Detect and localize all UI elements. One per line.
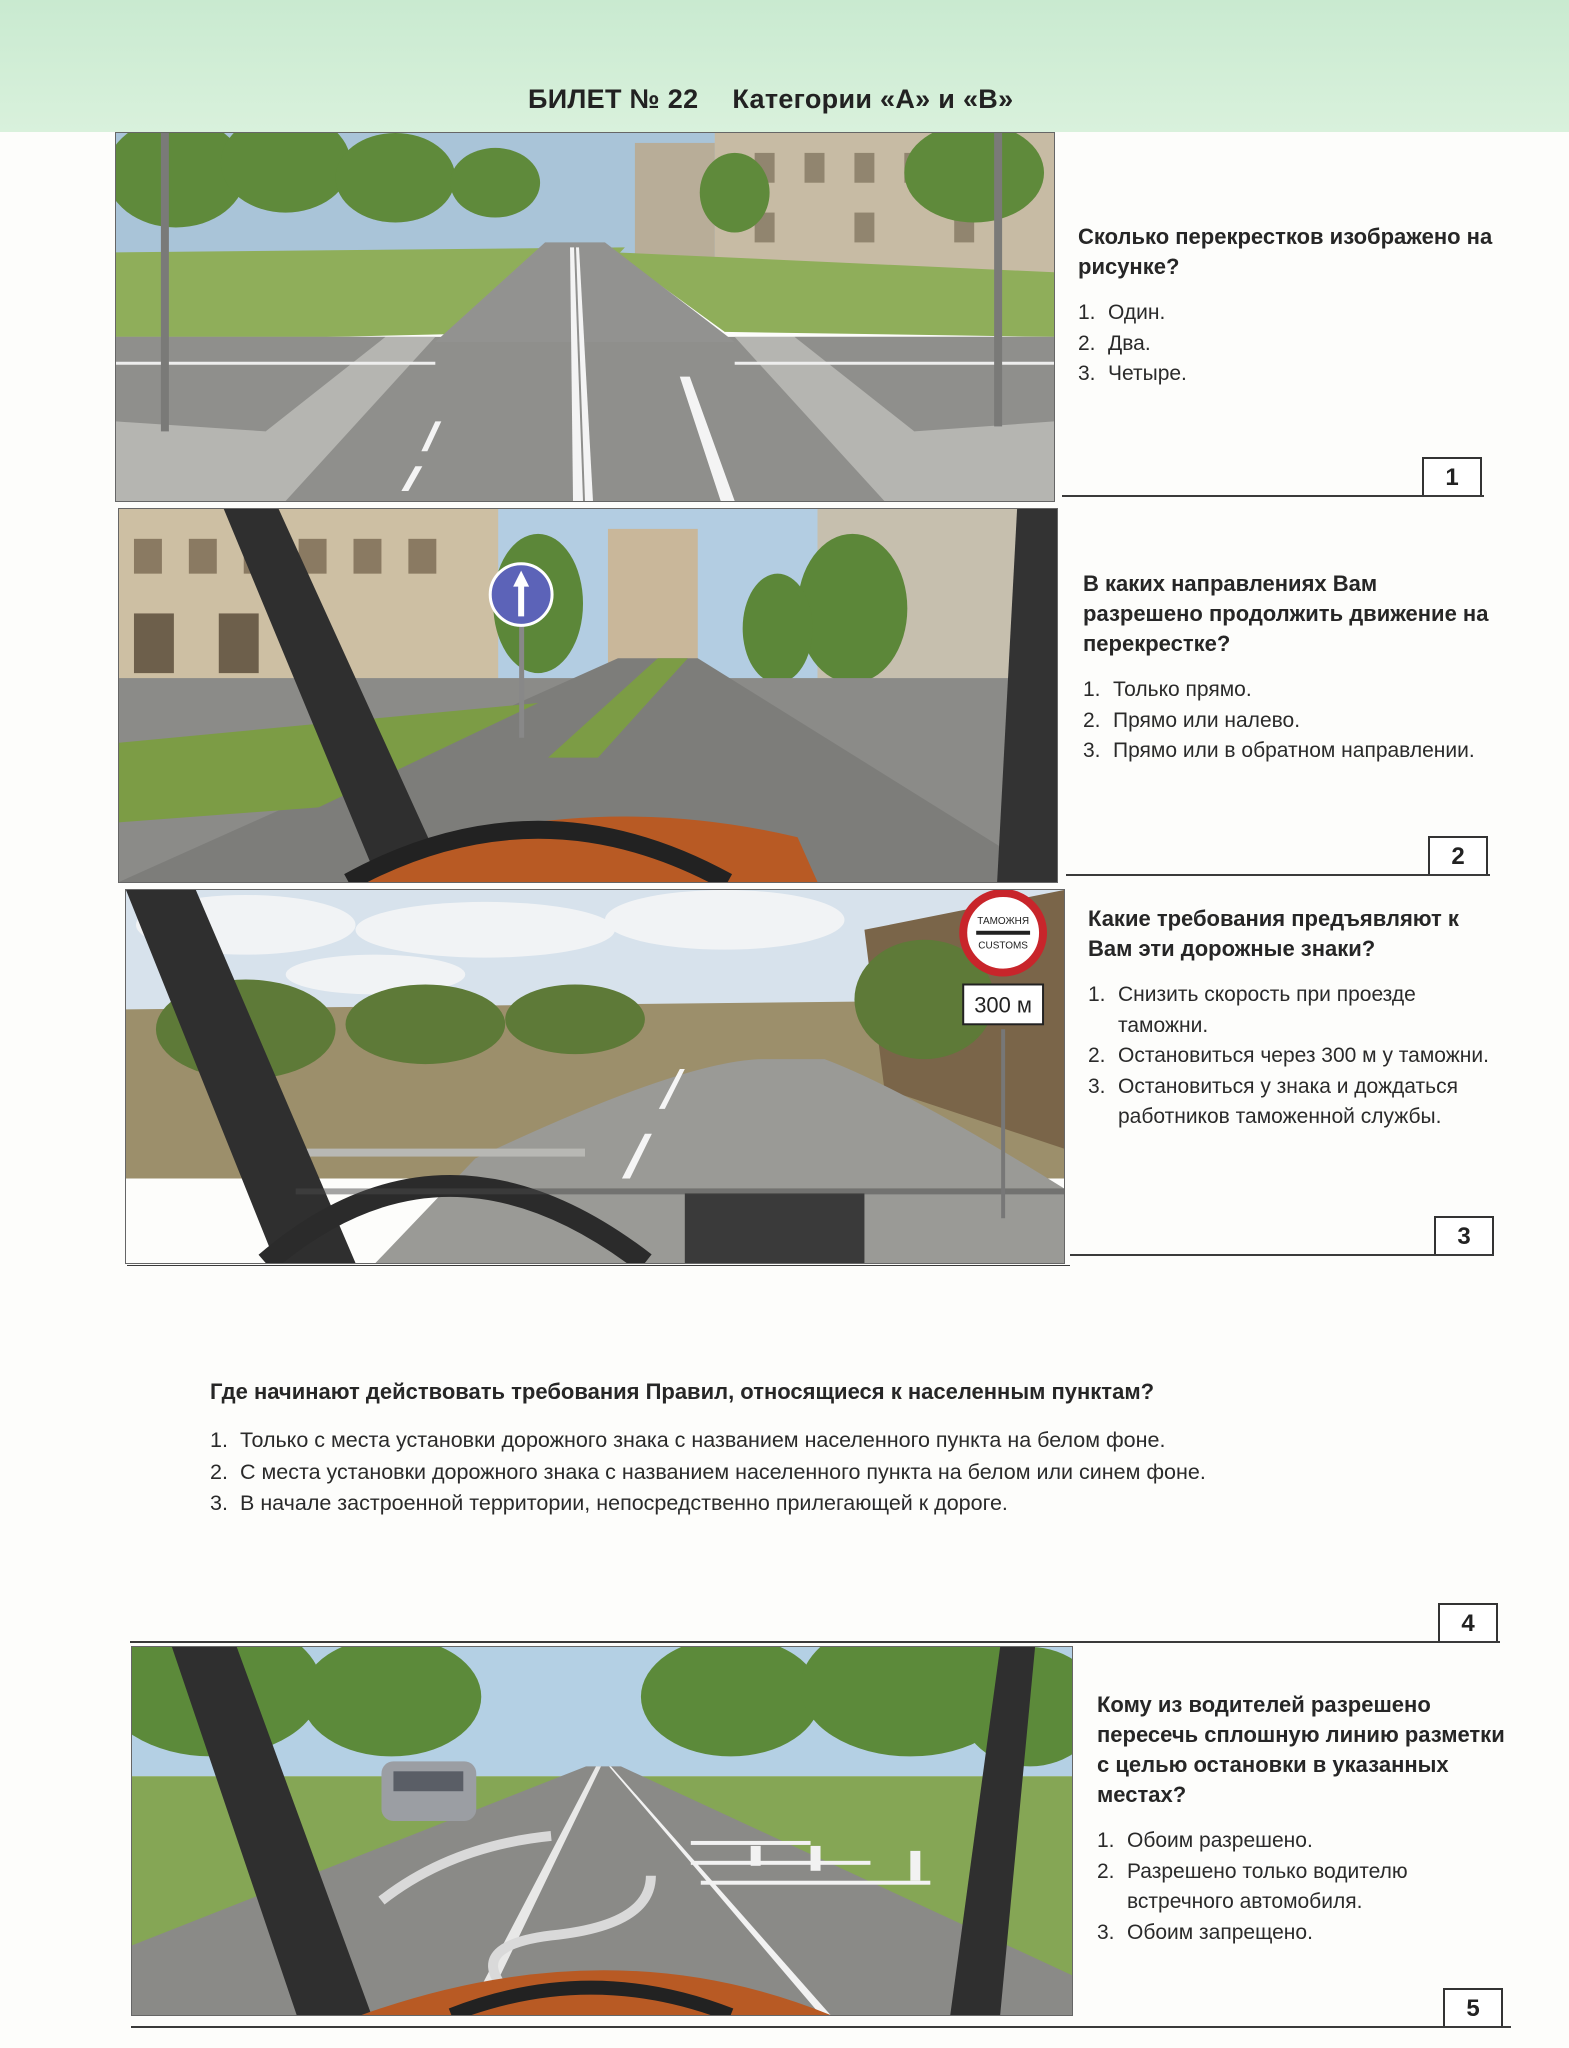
answer-option[interactable]: 3. Обоим запрещено.: [1097, 1920, 1313, 1944]
answer-option[interactable]: 3. Остановиться у знака и дождаться работников таможенной службы.: [1088, 1074, 1458, 1128]
question-3-photo-rule: [127, 1265, 1070, 1266]
question-1-answers: [1078, 298, 1498, 390]
question-2-answers: [1083, 675, 1503, 767]
question-5-rule: [131, 2026, 1511, 2028]
answer-option[interactable]: 1. Только с места установки дорожного знака с названием населенного пункта на белом фоне.: [210, 1428, 1166, 1452]
question-5-illustration: [131, 1646, 1073, 2016]
question-3-rule: [1070, 1254, 1494, 1256]
answer-option[interactable]: 3. В начале застроенной территории, непосредственно прилегающей к дороге.: [210, 1491, 1008, 1515]
answer-option[interactable]: 1. Снизить скорость при проезде таможни.: [1088, 983, 1416, 1037]
answer-option[interactable]: 1. Только прямо.: [1083, 678, 1252, 701]
answer-option[interactable]: 2. С места установки дорожного знака с названием населенного пункта на белом или синем фоне.: [210, 1459, 1206, 1484]
question-1-number: 1: [1422, 457, 1482, 495]
question-2: [1083, 569, 1503, 767]
question-2-rule: [1066, 874, 1490, 876]
question-4: [210, 1377, 1410, 1520]
intersection-scene: [116, 133, 1054, 501]
question-4-rule: [130, 1641, 1500, 1643]
question-2-text: В каких направлениях Вам разрешено продолжить движение на перекрестке?: [1083, 571, 1489, 656]
ticket-number: БИЛЕТ № 22: [528, 84, 699, 114]
distance-plate: 300 м: [974, 992, 1033, 1018]
question-4-number: 4: [1438, 1603, 1498, 1641]
customs-sign-en: CUSTOMS: [978, 940, 1028, 952]
question-2-number: 2: [1428, 836, 1488, 874]
question-4-answers: [210, 1425, 1410, 1520]
question-5-number: 5: [1443, 1988, 1503, 2026]
answer-option[interactable]: 3. Прямо или в обратном направлении.: [1083, 739, 1475, 762]
question-3-text: Какие требования предъявляют к Вам эти дорожные знаки?: [1088, 906, 1459, 961]
question-5-text: Кому из водителей разрешено пересечь сплошную линию разметки с целью остановки в указанных местах?: [1097, 1692, 1505, 1807]
question-3-answers: [1088, 980, 1508, 1133]
question-5-answers: [1097, 1826, 1517, 1948]
driver-view-with-sign-scene: [119, 509, 1057, 882]
question-3-illustration: [125, 889, 1065, 1264]
customs-road-scene: [126, 890, 1064, 1263]
answer-option[interactable]: 2. Остановиться через 300 м у таможни.: [1088, 1044, 1489, 1067]
question-4-text: Где начинают действовать требования Правил, относящиеся к населенным пунктам?: [210, 1379, 1155, 1404]
answer-option[interactable]: 2. Прямо или налево.: [1083, 708, 1301, 732]
question-1: [1078, 222, 1498, 390]
question-1-illustration: [115, 132, 1055, 502]
customs-sign-ru: ТАМОЖНЯ: [977, 915, 1030, 927]
answer-option[interactable]: 1. Один.: [1078, 301, 1166, 324]
question-1-text: Сколько перекрестков изображено на рисунке?: [1078, 224, 1493, 279]
question-1-rule: [1062, 495, 1484, 497]
question-5: [1097, 1690, 1517, 1948]
question-2-illustration: [118, 508, 1058, 883]
ticket-header: [528, 84, 1013, 115]
question-3: [1088, 904, 1508, 1133]
answer-option[interactable]: 1. Обоим разрешено.: [1097, 1829, 1313, 1852]
answer-option[interactable]: 2. Разрешено только водителю встречного автомобиля.: [1097, 1859, 1408, 1913]
answer-option[interactable]: 2. Два.: [1078, 331, 1151, 355]
question-3-number: 3: [1434, 1216, 1494, 1254]
answer-option[interactable]: 3. Четыре.: [1078, 362, 1187, 385]
road-marking-scene: [132, 1647, 1072, 2015]
ticket-categories: Категории «А» и «В»: [732, 84, 1014, 114]
